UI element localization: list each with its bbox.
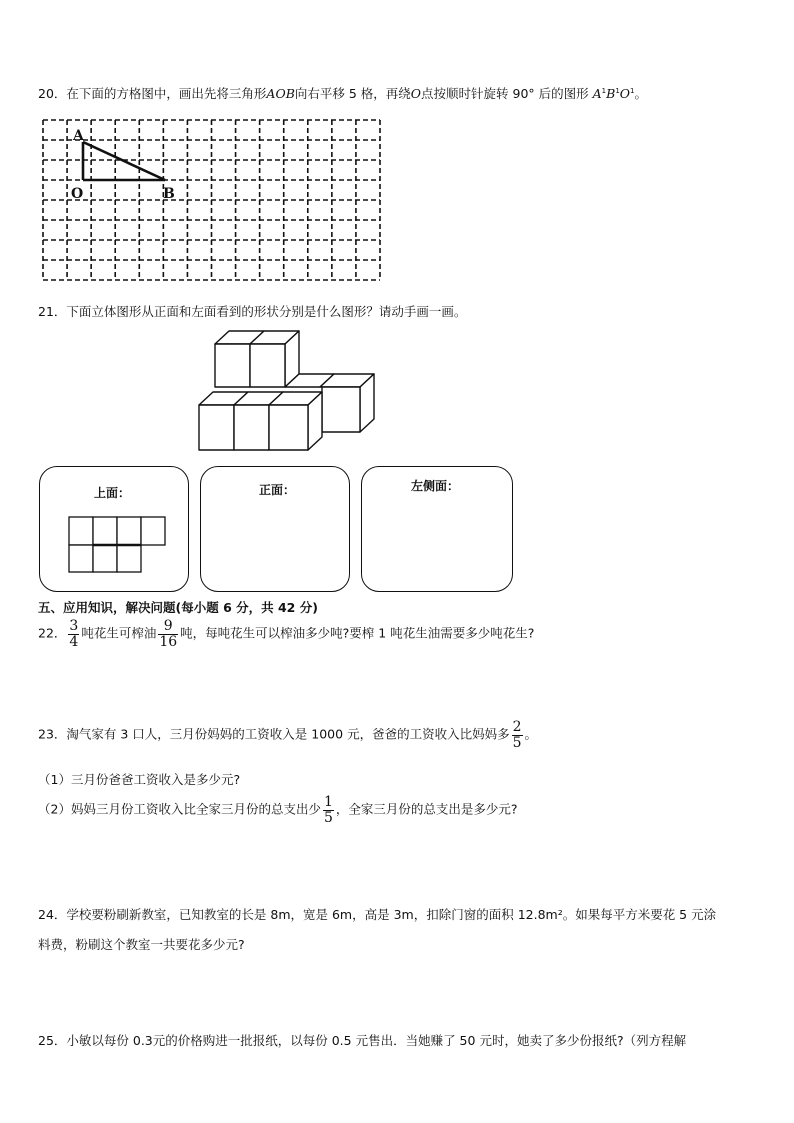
q24-line1: 24．学校要粉刷新教室，已知教室的长是 8m，宽是 6m，高是 3m，扣除门窗的面积 12.8m²。如果每平方米要花 5 元涂: [38, 907, 717, 922]
q20-grid[interactable]: [40, 118, 384, 284]
triangle-aob: [83, 142, 165, 180]
q23-sub2-frac: $\frac{1}{5}$: [323, 794, 333, 826]
cube-front-3-face: [269, 405, 308, 450]
cube-top-2-front: [250, 344, 285, 387]
cube-back-front: [322, 387, 360, 432]
q20-text: 20．在下面的方格图中，画出先将三角形AOB向右平移 5 格，再绕O点按顺时针旋转 90° 后的图形 $A^1B^1O^1$。: [38, 86, 648, 101]
q23-frac: $\frac{2}{5}$: [512, 719, 522, 751]
q23-text: 23．淘气家有 3 口人，三月份妈妈的工资收入是 1000 元，爸爸的工资收入比妈妈多 $\frac{2}{5}$ 。: [38, 719, 538, 751]
panel-front-view[interactable]: [200, 466, 350, 592]
q23-sub2: （2）妈妈三月份工资收入比全家三月份的总支出少 $\frac{1}{5}$ ，全家三月份的总支出是多少元?: [38, 794, 518, 826]
q22-frac2: $\frac{9}{16}$: [159, 618, 178, 650]
q24-line2: 料费，粉刷这个教室一共要花多少元?: [38, 937, 245, 952]
side-ab: [83, 142, 165, 180]
label-a: A: [73, 128, 84, 144]
q23-sub1: （1）三月份爸爸工资收入是多少元?: [38, 772, 241, 787]
panel-left-label: 左侧面：: [411, 479, 460, 493]
top-view-grid: [68, 515, 170, 577]
cube-front-2-face: [234, 405, 269, 450]
cube-top-1-front: [215, 344, 250, 387]
q21-text: 21．下面立体图形从正面和左面看到的形状分别是什么图形？请动手画一画。: [38, 304, 467, 319]
q21-cube-figure: [195, 326, 380, 452]
q25-line1: 25．小敏以每份 0.3元的价格购进一批报纸，以每份 0.5 元售出．当她赚了 50 元时，她卖了多少份报纸?（列方程解: [38, 1033, 687, 1048]
panel-top-view: [39, 466, 189, 592]
panel-top-label: 上面：: [94, 486, 131, 500]
q22-text: 22． $\frac{3}{4}$ 吨花生可榨油 $\frac{9}{16}$ 吨，每吨花生可以榨油多少吨?要榨 1 吨花生油需要多少吨花生?: [38, 618, 535, 650]
label-b: B: [163, 186, 175, 202]
panel-front-label: 正面：: [259, 483, 296, 497]
panel-left-view[interactable]: [361, 466, 513, 592]
q22-frac1: $\frac{3}{4}$: [69, 618, 79, 650]
cube-front-1-face: [199, 405, 234, 450]
label-o: O: [71, 186, 84, 202]
grid-lines: [43, 120, 380, 280]
section5-title: 五、应用知识，解决问题(每小题 6 分，共 42 分): [38, 600, 318, 615]
